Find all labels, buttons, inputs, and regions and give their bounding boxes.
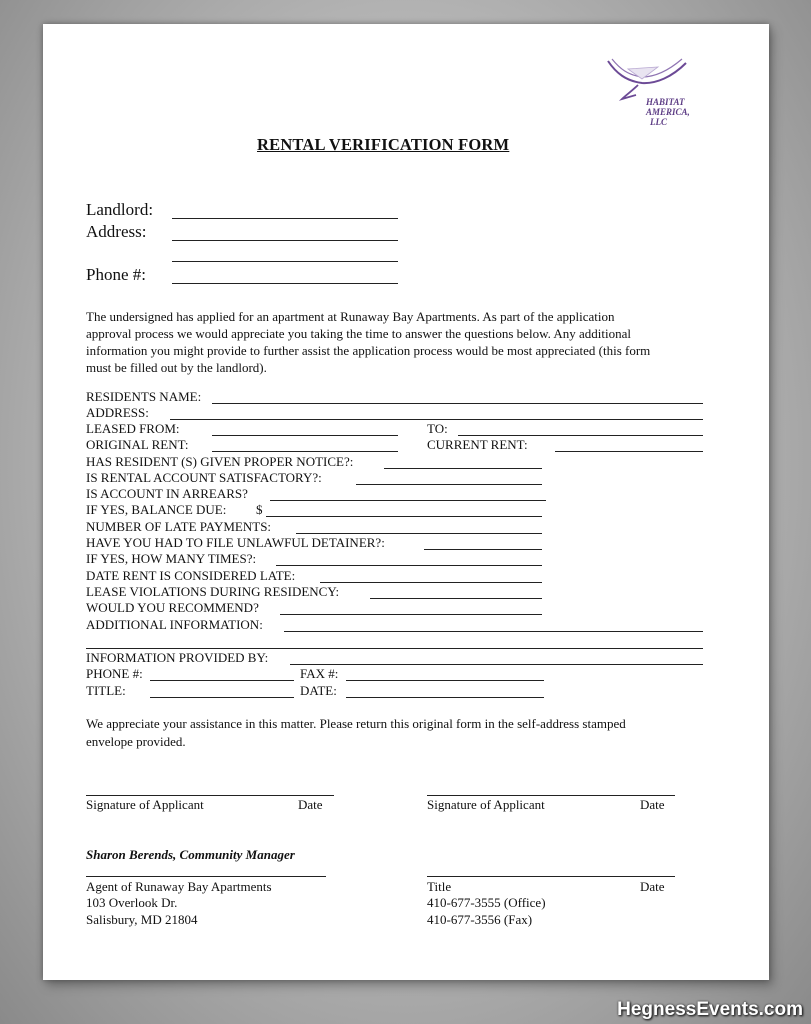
- balance-due-label: IF YES, BALANCE DUE:: [86, 502, 227, 517]
- title-field[interactable]: [150, 697, 294, 698]
- resident-address-field[interactable]: [170, 419, 703, 420]
- leased-from-field[interactable]: [212, 435, 398, 436]
- landlord-field[interactable]: [172, 218, 398, 219]
- resident-address-label: ADDRESS:: [86, 405, 149, 420]
- residents-name-field[interactable]: [212, 403, 703, 404]
- date-label: DATE:: [300, 683, 337, 698]
- account-arrears-label: IS ACCOUNT IN ARREARS?: [86, 486, 248, 501]
- agent-address-line-2: Salisbury, MD 21804: [86, 912, 198, 927]
- date-late-label: DATE RENT IS CONSIDERED LATE:: [86, 568, 296, 583]
- to-field[interactable]: [458, 435, 703, 436]
- closing-line-1: We appreciate your assistance in this matter. Please return this original form in the self-address stamped: [86, 716, 626, 731]
- provided-by-label: INFORMATION PROVIDED BY:: [86, 650, 269, 665]
- office-phone: 410-677-3555 (Office): [427, 895, 546, 910]
- title-label: TITLE:: [86, 683, 126, 698]
- late-payments-label: NUMBER OF LATE PAYMENTS:: [86, 519, 272, 534]
- title-signature-line[interactable]: [427, 876, 675, 877]
- intro-line-1: The undersigned has applied for an apartment at Runaway Bay Apartments. As part of the application: [86, 309, 615, 324]
- balance-due-field[interactable]: [266, 516, 542, 517]
- logo-line-1: HABITAT: [646, 97, 685, 107]
- intro-line-2: approval process we would appreciate you taking the time to answer the questions below. Any additional: [86, 326, 632, 341]
- title-sig-label: Title: [427, 879, 452, 894]
- fax-label: FAX #:: [300, 666, 339, 681]
- applicant-signature-label-2: Signature of Applicant: [427, 797, 545, 812]
- title-date-label: Date: [640, 879, 665, 894]
- agent-label: Agent of Runaway Bay Apartments: [86, 879, 272, 894]
- original-rent-label: ORIGINAL RENT:: [86, 437, 189, 452]
- phone-field[interactable]: [172, 283, 398, 284]
- intro-line-3: information you might provide to further assist the application process would be most appreciated (this form: [86, 343, 651, 358]
- dollar-sign: $: [256, 502, 263, 517]
- applicant-signature-label-1: Signature of Applicant: [86, 797, 204, 812]
- late-payments-field[interactable]: [296, 533, 542, 534]
- how-many-times-label: IF YES, HOW MANY TIMES?:: [86, 551, 257, 566]
- how-many-times-field[interactable]: [276, 565, 542, 566]
- applicant-date-label-2: Date: [640, 797, 665, 812]
- agent-signature-line[interactable]: [86, 876, 326, 877]
- address-field-1[interactable]: [172, 240, 398, 241]
- current-rent-field[interactable]: [555, 451, 703, 452]
- lease-violations-label: LEASE VIOLATIONS DURING RESIDENCY:: [86, 584, 340, 599]
- account-satisfactory-label: IS RENTAL ACCOUNT SATISFACTORY?:: [86, 470, 322, 485]
- site-watermark: HegnessEvents.com: [617, 999, 803, 1020]
- phone-number-field[interactable]: [150, 680, 294, 681]
- applicant-signature-line-2[interactable]: [427, 795, 675, 796]
- account-arrears-field[interactable]: [270, 500, 546, 501]
- original-rent-field[interactable]: [212, 451, 398, 452]
- phone-label: Phone #:: [86, 265, 146, 284]
- fax-field[interactable]: [346, 680, 544, 681]
- additional-info-field-2[interactable]: [86, 648, 703, 649]
- provided-by-field[interactable]: [290, 664, 703, 665]
- address-label: Address:: [86, 222, 147, 241]
- account-satisfactory-field[interactable]: [356, 484, 542, 485]
- residents-name-label: RESIDENTS NAME:: [86, 389, 202, 404]
- proper-notice-field[interactable]: [384, 468, 542, 469]
- address-field-2[interactable]: [172, 261, 398, 262]
- agent-address-line-1: 103 Overlook Dr.: [86, 895, 178, 910]
- date-field[interactable]: [346, 697, 544, 698]
- intro-line-4: must be filled out by the landlord).: [86, 360, 267, 375]
- unlawful-detainer-label: HAVE YOU HAD TO FILE UNLAWFUL DETAINER?:: [86, 535, 385, 550]
- closing-line-2: envelope provided.: [86, 734, 186, 749]
- manager-name: Sharon Berends, Community Manager: [86, 847, 295, 862]
- lease-violations-field[interactable]: [370, 598, 542, 599]
- fax-phone: 410-677-3556 (Fax): [427, 912, 533, 927]
- logo-line-3: LLC: [650, 117, 667, 127]
- current-rent-label: CURRENT RENT:: [427, 437, 528, 452]
- applicant-date-label-1: Date: [298, 797, 323, 812]
- additional-info-field-1[interactable]: [284, 631, 703, 632]
- logo-text: [646, 97, 716, 127]
- phone-number-label: PHONE #:: [86, 666, 143, 681]
- to-label: TO:: [427, 421, 448, 436]
- additional-info-label: ADDITIONAL INFORMATION:: [86, 617, 263, 632]
- applicant-signature-line-1[interactable]: [86, 795, 334, 796]
- logo-line-2: AMERICA,: [646, 107, 690, 117]
- form-title: RENTAL VERIFICATION FORM: [257, 135, 510, 154]
- recommend-field[interactable]: [280, 614, 542, 615]
- leased-from-label: LEASED FROM:: [86, 421, 180, 436]
- unlawful-detainer-field[interactable]: [424, 549, 542, 550]
- landlord-label: Landlord:: [86, 200, 154, 219]
- recommend-label: WOULD YOU RECOMMEND?: [86, 600, 259, 615]
- proper-notice-label: HAS RESIDENT (S) GIVEN PROPER NOTICE?:: [86, 454, 354, 469]
- date-late-field[interactable]: [320, 582, 542, 583]
